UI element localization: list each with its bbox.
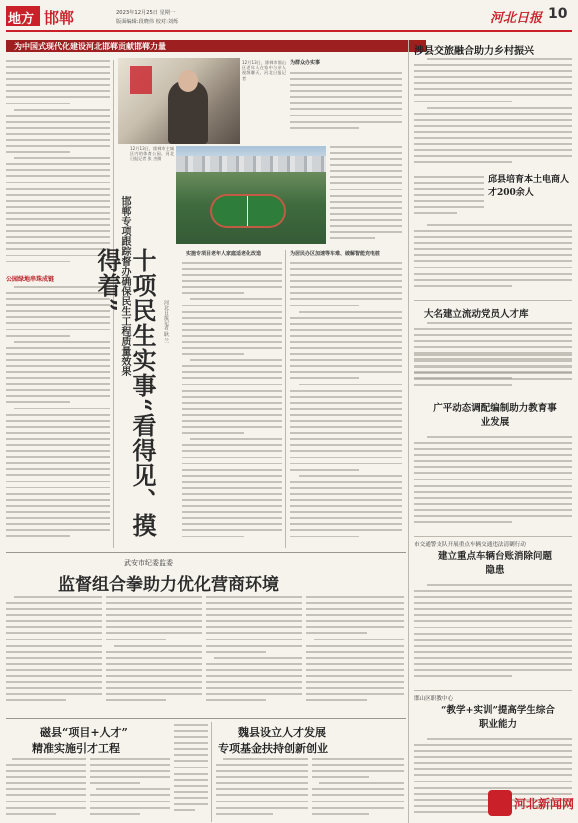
middle-column-4-text [306, 596, 404, 714]
middle-column-2-text [106, 596, 202, 714]
right-story-1-title: 涉县交旅融合助力乡村振兴 [414, 46, 534, 57]
lead-subhead-parks: 公园绿地串珠成链 [6, 276, 55, 283]
middle-headline: 监督组合拳助力优化营商环境 [58, 575, 279, 595]
right-story-3-text-2 [414, 354, 572, 396]
date-line: 2023年12月25日 星期一 [116, 10, 176, 16]
bottom-right-title-2: 专项基金扶持创新创业 [218, 742, 328, 755]
lead-byline: 河北日报记者 耿 兰 [163, 300, 169, 344]
right-story-6-title: “教学+实训”提高学生综合职业能力 [441, 705, 555, 730]
photo-field [210, 194, 286, 228]
bottom-right-title-1: 魏县设立人才发展 [238, 726, 326, 739]
lead-headline: 十项民生实事“看得见、摸得着” [93, 248, 157, 538]
lead-subhead-mid: 为群众办实事 [290, 60, 321, 66]
lead-upper-right-text [330, 146, 402, 246]
section-label-text: 地方 [8, 12, 35, 27]
right-story-2-text-2 [414, 224, 572, 296]
editor-line: 版面编辑:段晓伟 校对:刘烁 [116, 19, 179, 25]
bottom-left-title-1: 磁县“项目+人才” [40, 726, 128, 739]
right-divider [414, 690, 572, 691]
right-story-4-text [414, 436, 572, 532]
lead-upper-mid-text [290, 72, 402, 142]
right-divider [414, 536, 572, 537]
lead-photo2-caption: 12月13日，邯郸市主城区内的体育公园。河北日报记者 张 杰摄 [130, 146, 174, 162]
right-story-6-kicker: 邯山区职教中心 [414, 696, 454, 702]
watermark-text: 河北新闻网 [514, 797, 575, 811]
banner [6, 40, 426, 52]
right-story-5-kicker: 市交通警支队开展重点车辆交通违法清剿行动 [414, 542, 526, 548]
bottom-left-text-3 [174, 724, 208, 820]
column-divider [211, 722, 212, 822]
right-column-divider [408, 40, 409, 823]
bottom-right-text-2 [312, 758, 404, 820]
bottom-left-title-2: 精准实施引才工程 [32, 742, 120, 755]
right-story-1-text [414, 58, 572, 168]
bottom-left-text [6, 758, 86, 820]
lead-photo-park [176, 146, 326, 244]
right-divider [414, 300, 572, 301]
middle-column-1-text [6, 596, 102, 714]
middle-column-3-text [206, 596, 302, 714]
page-number: 10 [548, 6, 568, 22]
lead-column-1-text-2 [6, 286, 110, 548]
lead-photo1-caption: 12月13日，邯郸市邯山区老年人在家中与亲人视频聊天。河北日报记者 [242, 60, 286, 81]
lead-column-3-text [290, 262, 402, 548]
watermark-icon [488, 790, 512, 816]
section-divider [6, 718, 406, 719]
lead-subhead-c2: 为居民办区加速等车难、破解智能充电桩 [290, 251, 381, 257]
lead-column-1-text [6, 60, 110, 270]
photo-buildings [176, 156, 326, 172]
right-story-2-title: 邱县培育本土电商人才200余人 [488, 175, 570, 198]
section-name: 邯郸 [44, 9, 75, 27]
middle-kicker: 武安市纪委监委 [124, 559, 173, 567]
masthead-rule [6, 30, 572, 32]
column-divider [285, 250, 286, 548]
section-divider [6, 552, 406, 553]
masthead [0, 0, 578, 33]
right-story-5-title: 建立重点车辆台账消除问题隐患 [437, 551, 552, 576]
lead-column-2-text [182, 262, 282, 548]
watermark-logo [488, 786, 574, 820]
photo-head [178, 70, 198, 92]
photo-field-line [247, 196, 248, 226]
banner-text: 为中国式现代化建设河北邯郸贡献邯郸力量 [14, 42, 166, 51]
bottom-left-text-2 [90, 758, 170, 820]
right-story-4-title: 广平动态调配编制助力教育事业发展 [433, 403, 557, 428]
photo-wall-sign [130, 66, 152, 94]
right-story-2-text [414, 176, 484, 222]
lead-subhead-c1: 实施专项目老年人家庭适老化改造 [186, 251, 262, 257]
lead-subheadline: 邯郸专项跟踪督办确保民生工程质量效果 [119, 196, 130, 376]
right-story-3-title: 大名建立流动党员人才库 [424, 309, 529, 320]
bottom-right-text [216, 758, 308, 820]
lead-photo-elderly [118, 58, 240, 144]
brand-logo: 河北日报 [490, 11, 543, 26]
right-story-5-text [414, 584, 572, 684]
